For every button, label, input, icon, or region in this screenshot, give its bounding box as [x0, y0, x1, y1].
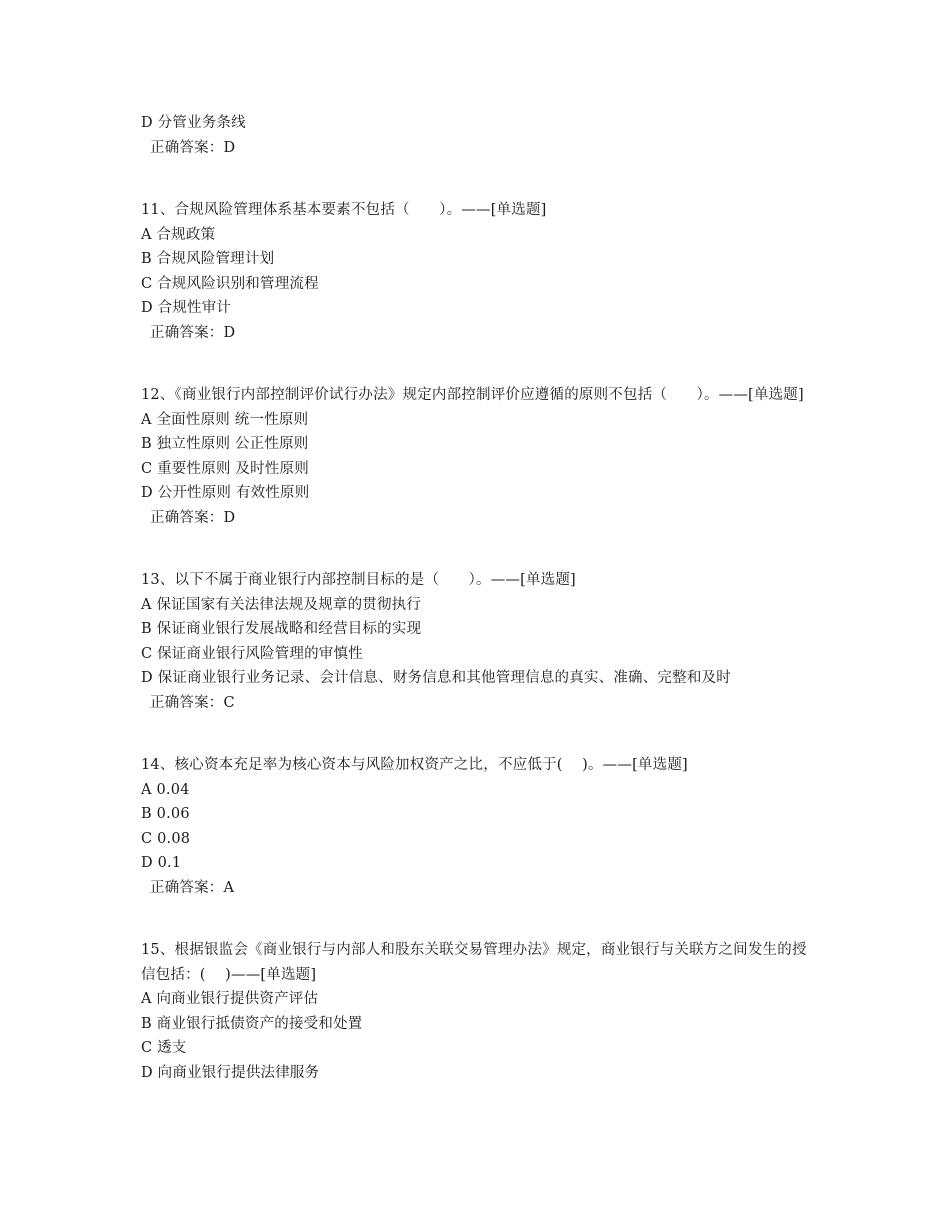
option-c: C 保证商业银行风险管理的审慎性 [141, 645, 363, 662]
question-stem: 15、根据银监会《商业银行与内部人和股东关联交易管理办法》规定，商业银行与关联方之间发生的授信包括：( )——[单选题] [141, 942, 807, 983]
option-d: D 0.1 [141, 855, 182, 871]
previous-question-tail [141, 111, 811, 160]
option-b: B 保证商业银行发展战略和经营目标的实现 [141, 621, 422, 637]
question-12 [141, 383, 811, 530]
option-b: B 合规风险管理计划 [141, 251, 275, 267]
option-c: C 0.08 [141, 830, 191, 847]
correct-answer: 正确答案：D [150, 509, 236, 526]
option-b: B 商业银行抵债资产的接受和处置 [141, 1015, 363, 1032]
option-a: A 合规政策 [141, 226, 216, 243]
option-c: C 合规风险识别和管理流程 [141, 275, 319, 292]
correct-answer: 正确答案：C [150, 694, 235, 711]
question-stem: 14、核心资本充足率为核心资本与风险加权资产之比，不应低于( )。——[单选题] [141, 757, 688, 773]
correct-answer: 正确答案：A [150, 879, 235, 896]
option-b: B 0.06 [141, 806, 190, 822]
question-stem: 13、以下不属于商业银行内部控制目标的是（ ）。——[单选题] [141, 572, 576, 588]
option-d: D 分管业务条线 [141, 115, 246, 131]
option-a: A 0.04 [141, 781, 190, 798]
option-c: C 透支 [141, 1040, 187, 1056]
option-b: B 独立性原则 公正性原则 [141, 436, 309, 452]
option-d: D 向商业银行提供法律服务 [141, 1064, 320, 1081]
option-d: D 合规性审计 [141, 300, 232, 316]
option-d: D 公开性原则 有效性原则 [141, 485, 310, 501]
option-a: A 保证国家有关法律法规及规章的贯彻执行 [141, 596, 422, 613]
correct-answer: 正确答案：D [150, 324, 236, 341]
question-15 [141, 938, 811, 1085]
question-11 [141, 198, 811, 345]
question-14 [141, 753, 811, 900]
option-a: A 全面性原则 统一性原则 [141, 411, 309, 428]
question-stem: 11、合规风险管理体系基本要素不包括（ ）。——[单选题] [141, 202, 547, 218]
correct-answer: 正确答案：D [150, 139, 236, 156]
option-a: A 向商业银行提供资产评估 [141, 991, 319, 1007]
question-13 [141, 568, 811, 715]
option-d: D 保证商业银行业务记录、会计信息、财务信息和其他管理信息的真实、准确、完整和及时 [141, 670, 731, 686]
question-stem: 12、《商业银行内部控制评价试行办法》规定内部控制评价应遵循的原则不包括（ ）。——[单选题] [141, 387, 804, 403]
document-page [141, 111, 811, 1085]
option-c: C 重要性原则 及时性原则 [141, 460, 309, 477]
